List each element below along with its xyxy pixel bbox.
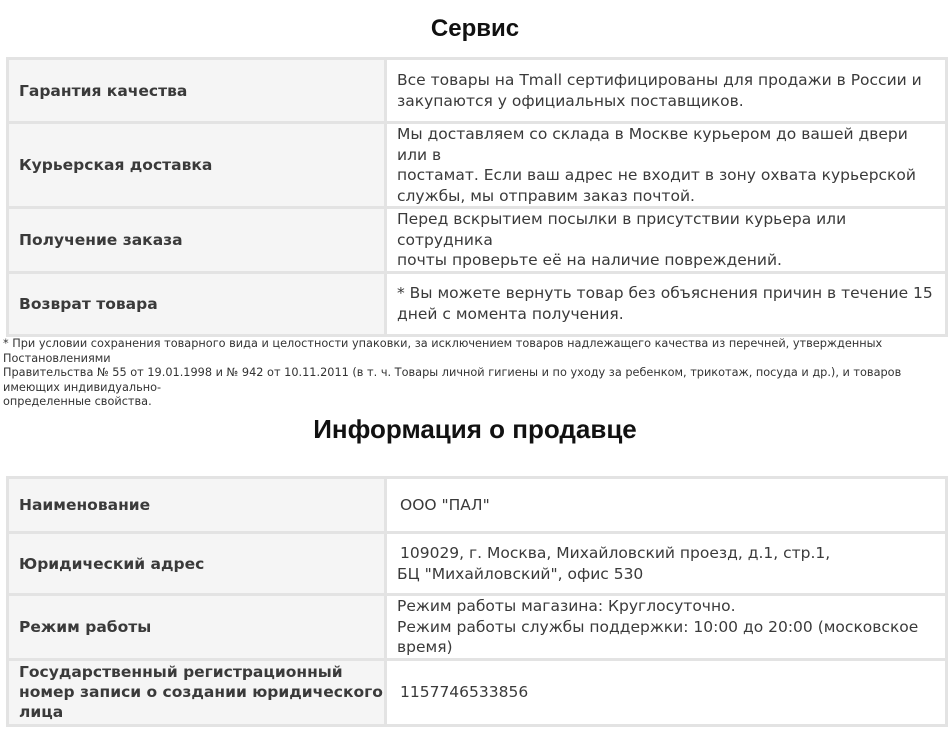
value-line: 109029, г. Москва, Михайловский проезд, д.1, стр.1, [400,544,831,562]
footnote-line: * При условии сохранения товарного вида и целостности упаковки, за исключением товаров надлежащего качества из перечней, утвержденных Постановлениями [3,337,883,365]
label-line: Наименование [19,496,151,514]
table-row [9,479,945,531]
footnote-line: Правительства № 55 от 19.01.1998 и № 942 от 10.11.2011 (в т. ч. Товары личной гигиены и по уходу за ребенком, трикотаж, посуда и др.), и товаров имеющих индивидуально- [3,366,902,394]
value-line: * Вы можете вернуть товар без объяснения причин в течение 15 [397,284,933,302]
label-line: Режим работы [19,617,152,636]
seller-table [6,476,948,727]
value-line: дней с момента получения. [397,304,624,323]
row-label-legal-address [9,534,384,593]
value-line: Режим работы службы поддержки: 10:00 до 20:00 (московское время) [397,617,919,656]
service-table [6,57,948,337]
table-row [9,124,945,206]
value-line: Все товары на Tmall сертифицированы для продажи в России и [397,71,922,89]
row-value-return [387,274,945,334]
seller-section-title: Информация о продавце [313,414,637,444]
row-value-order-receipt [387,209,945,271]
row-value-quality-guarantee [387,60,945,121]
service-section-title: Сервис [430,15,520,42]
row-value-working-hours [387,596,945,658]
row-label-courier-delivery: Курьерская доставка [9,124,384,206]
row-label-name [9,479,384,531]
value-line: постамат. Если ваш адрес не входит в зону охвата курьерской [397,166,916,184]
value-line: БЦ "Михайловский", офис 530 [397,564,644,583]
value-line: почты проверьте её на наличие повреждений. [397,251,782,269]
service-footnote [3,337,947,410]
row-label-quality-guarantee: Гарантия качества [9,60,384,121]
row-value-courier-delivery [387,124,945,206]
label-line: Государственный регистрационный [19,663,343,681]
table-row [9,596,945,658]
label-line: лица [19,703,64,721]
row-value-name [387,479,945,531]
table-row [9,534,945,593]
label-line: номер записи о создании юридического [19,683,383,701]
value-line: 1157746533856 [400,682,529,701]
value-line: Мы доставляем со склада в Москве курьером до вашей двери или в [397,125,908,164]
row-label-registration-number [9,661,384,724]
value-line: Режим работы магазина: Круглосуточно. [397,597,736,615]
table-row [9,209,945,271]
footnote-line: определенные свойства. [3,395,152,408]
label-line: Юридический адрес [19,554,205,573]
table-row [9,60,945,121]
value-line: закупаются у официальных поставщиков. [397,91,744,110]
row-label-return: Возврат товара [9,274,384,334]
row-value-legal-address [387,534,945,593]
value-line: Перед вскрытием посылки в присутствии курьера или сотрудника [397,210,847,249]
row-value-registration-number [387,661,945,724]
row-label-order-receipt: Получение заказа [9,209,384,271]
value-line: службы, мы отправим заказ почтой. [397,186,695,205]
table-row [9,274,945,334]
table-row [9,661,945,724]
value-line: ООО "ПАЛ" [400,495,490,514]
row-label-working-hours [9,596,384,658]
